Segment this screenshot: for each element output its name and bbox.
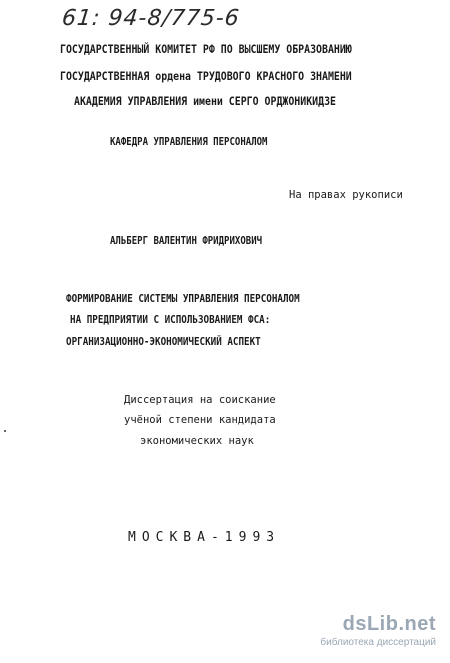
city-year: МОСКВА-1993	[128, 530, 281, 545]
margin-mark	[4, 430, 6, 432]
thesis-title-line-2: НА ПРЕДПРИЯТИИ С ИСПОЛЬЗОВАНИЕМ ФСА:	[70, 313, 271, 326]
thesis-title-line-3: ОРГАНИЗАЦИОННО-ЭКОНОМИЧЕСКИЙ АСПЕКТ	[66, 335, 261, 348]
dissertation-line-2: учёной степени кандидата	[124, 414, 276, 426]
author-name: АЛЬБЕРГ ВАЛЕНТИН ФРИДРИХОВИЧ	[110, 234, 263, 247]
manuscript-rights-note: На правах рукописи	[289, 189, 403, 201]
dissertation-line-3: экономических наук	[140, 435, 254, 447]
watermark-logo: dsLib.net	[342, 613, 436, 635]
institution-line-1: ГОСУДАРСТВЕННЫЙ КОМИТЕТ РФ ПО ВЫСШЕМУ ОБРАЗОВАНИЮ	[60, 42, 352, 56]
handwritten-catalog-code: 61: 94-8/775-6	[60, 6, 242, 31]
institution-line-3: АКАДЕМИЯ УПРАВЛЕНИЯ имени СЕРГО ОРДЖОНИКИДЗЕ	[74, 94, 336, 108]
thesis-title-line-1: ФОРМИРОВАНИЕ СИСТЕМЫ УПРАВЛЕНИЯ ПЕРСОНАЛОМ	[66, 292, 300, 305]
department-name: КАФЕДРА УПРАВЛЕНИЯ ПЕРСОНАЛОМ	[110, 135, 268, 148]
watermark	[320, 613, 436, 649]
dissertation-line-1: Диссертация на соискание	[124, 394, 276, 406]
institution-line-2: ГОСУДАРСТВЕННАЯ ордена ТРУДОВОГО КРАСНОГО ЗНАМЕНИ	[60, 69, 352, 83]
watermark-subtitle: библиотека диссертаций	[320, 637, 436, 648]
